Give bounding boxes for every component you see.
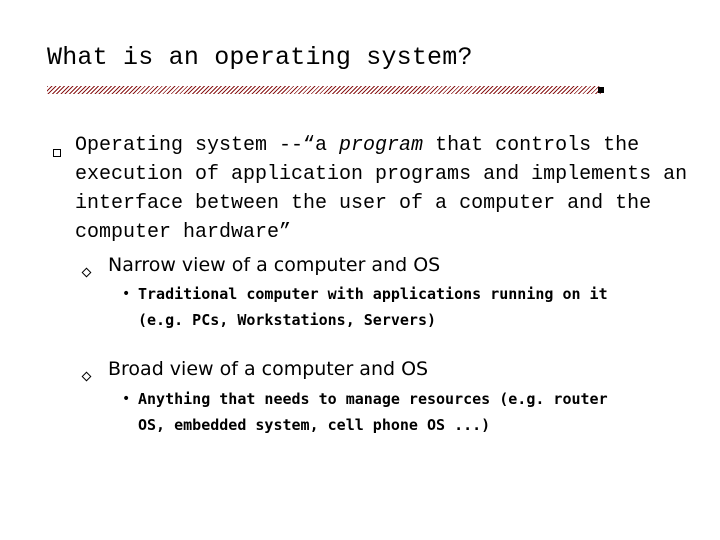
definition-emphasis: program [339,134,424,157]
definition-text-start: Operating system --“a [75,134,340,157]
broad-view-detail: Anything that needs to manage resources (e.g. router OS, embedded system, cell phone OS ...) [138,390,608,434]
slide-title: What is an operating system? [47,43,473,72]
broad-view-text: Broad view of a computer and OS [108,358,429,380]
diamond-bullet-icon [83,269,89,275]
title-underline-end [598,87,604,93]
narrow-view-detail: Traditional computer with applications running on it (e.g. PCs, Workstations, Servers) [138,285,608,329]
title-underline [47,86,602,94]
definition-bullet-text [75,131,695,247]
dot-bullet-icon: • [122,286,131,302]
narrow-view-text: Narrow view of a computer and OS [108,254,441,276]
diamond-bullet-icon [83,373,89,379]
definition-text-end: that controls the execution of application programs and implements an interface between the user of a computer and the computer hardware” [75,134,688,244]
square-bullet-icon [53,149,61,157]
dot-bullet-icon: • [122,391,131,407]
